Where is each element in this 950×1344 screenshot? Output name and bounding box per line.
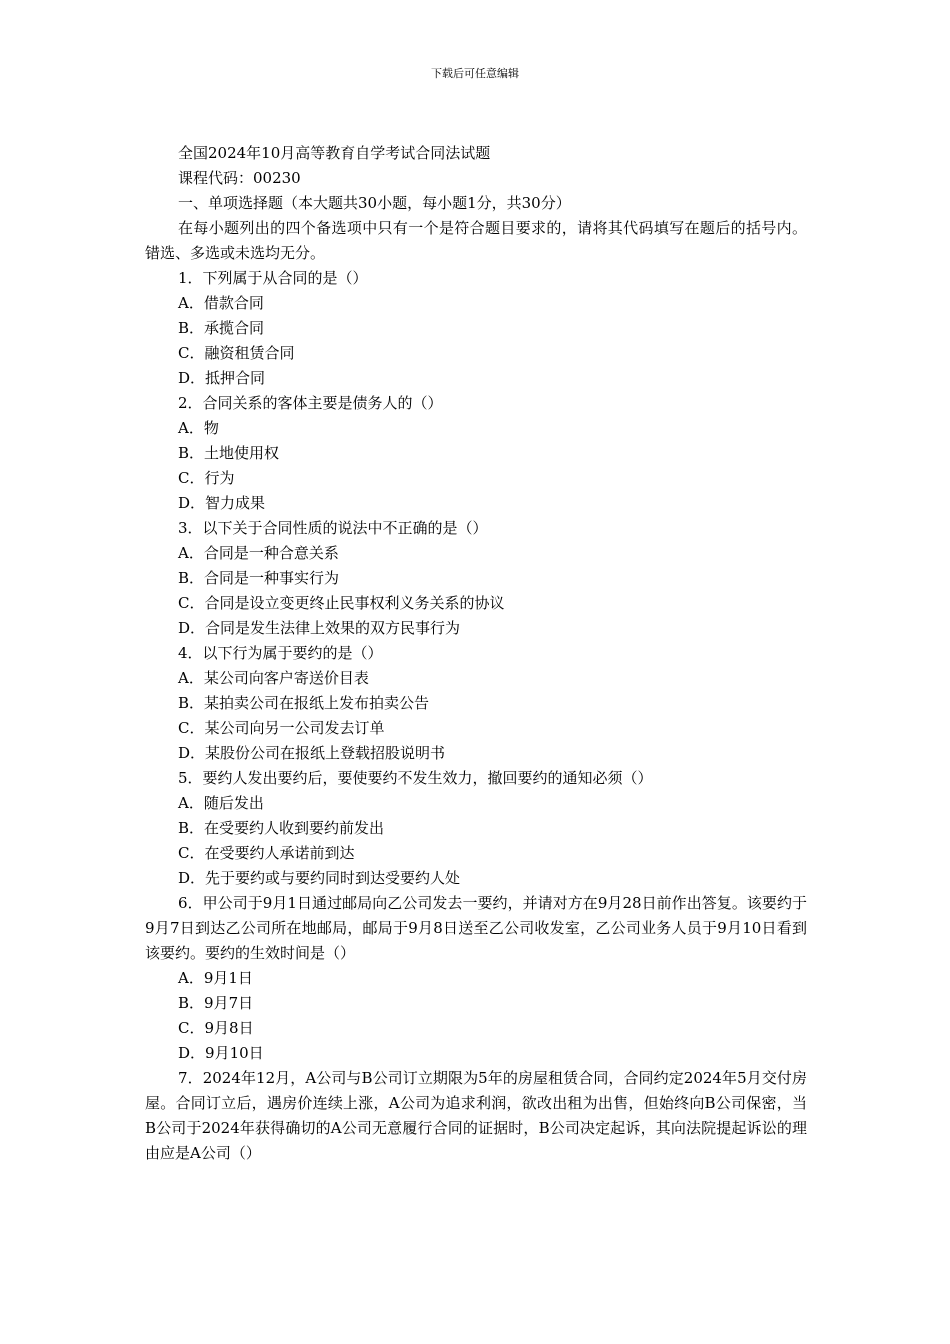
question-6 xyxy=(145,891,807,1066)
question-stem: 4．以下行为属于要约的是（） xyxy=(178,644,383,662)
option-d: D．合同是发生法律上效果的双方民事行为 xyxy=(178,619,461,637)
option-c: C．某公司向另一公司发去订单 xyxy=(178,719,385,737)
option-b: B．合同是一种事实行为 xyxy=(178,569,340,587)
question-2 xyxy=(145,391,807,516)
question-stem: 7．2024年12月，A公司与B公司订立期限为5年的房屋租赁合同，合同约定2024年5月交付房屋。合同订立后，遇房价连续上涨，A公司为追求利润，欲改出租为出售，但始终向B公司保密，当B公司于2024年获得确切的A公司无意履行合同的证据时，B公司决定起诉，其向法院提起诉讼的理由应是A公司（） xyxy=(145,1069,807,1162)
option-b: B．承揽合同 xyxy=(178,319,265,337)
option-d: D．抵押合同 xyxy=(178,369,266,387)
question-stem: 2．合同关系的客体主要是债务人的（） xyxy=(178,394,443,412)
option-b: B．土地使用权 xyxy=(178,444,280,462)
question-stem: 6．甲公司于9月1日通过邮局向乙公司发去一要约，并请对方在9月28日前作出答复。该要约于9月7日到达乙公司所在地邮局，邮局于9月8日送至乙公司收发室，乙公司业务人员于9月10日看到该要约。要约的生效时间是（） xyxy=(145,894,807,962)
option-c: C．在受要约人承诺前到达 xyxy=(178,844,355,862)
option-a: A．某公司向客户寄送价目表 xyxy=(178,669,369,687)
section-heading: 一、单项选择题（本大题共30小题，每小题1分，共30分） xyxy=(178,194,571,212)
option-c: C．合同是设立变更终止民事权利义务关系的协议 xyxy=(178,594,505,612)
option-a: A．随后发出 xyxy=(178,794,264,812)
document-body xyxy=(145,141,807,1166)
option-b: B．9月7日 xyxy=(178,994,254,1012)
question-3 xyxy=(145,516,807,641)
question-5 xyxy=(145,766,807,891)
option-c: C．9月8日 xyxy=(178,1019,254,1037)
question-stem: 3．以下关于合同性质的说法中不正确的是（） xyxy=(178,519,488,537)
option-a: A．合同是一种合意关系 xyxy=(178,544,339,562)
instructions: 在每小题列出的四个备选项中只有一个是符合题目要求的，请将其代码填写在题后的括号内。错选、多选或未选均无分。 xyxy=(145,219,807,262)
option-d: D．9月10日 xyxy=(178,1044,264,1062)
question-1 xyxy=(145,266,807,391)
option-a: A．借款合同 xyxy=(178,294,264,312)
question-7 xyxy=(145,1066,807,1166)
option-d: D．先于要约或与要约同时到达受要约人处 xyxy=(178,869,461,887)
question-4 xyxy=(145,641,807,766)
option-b: B．在受要约人收到要约前发出 xyxy=(178,819,385,837)
document-title: 全国2024年10月高等教育自学考试合同法试题 xyxy=(178,144,491,162)
option-d: D．某股份公司在报纸上登载招股说明书 xyxy=(178,744,446,762)
option-b: B．某拍卖公司在报纸上发布拍卖公告 xyxy=(178,694,430,712)
option-c: C．融资租赁合同 xyxy=(178,344,295,362)
page-header-note: 下载后可任意编辑 xyxy=(431,67,519,80)
question-stem: 5．要约人发出要约后，要使要约不发生效力，撤回要约的通知必须（） xyxy=(178,769,653,787)
course-code: 课程代码：00230 xyxy=(178,169,301,187)
option-a: A．9月1日 xyxy=(178,969,253,987)
option-d: D．智力成果 xyxy=(178,494,266,512)
option-c: C．行为 xyxy=(178,469,235,487)
option-a: A．物 xyxy=(178,419,219,437)
question-stem: 1．下列属于从合同的是（） xyxy=(178,269,368,287)
